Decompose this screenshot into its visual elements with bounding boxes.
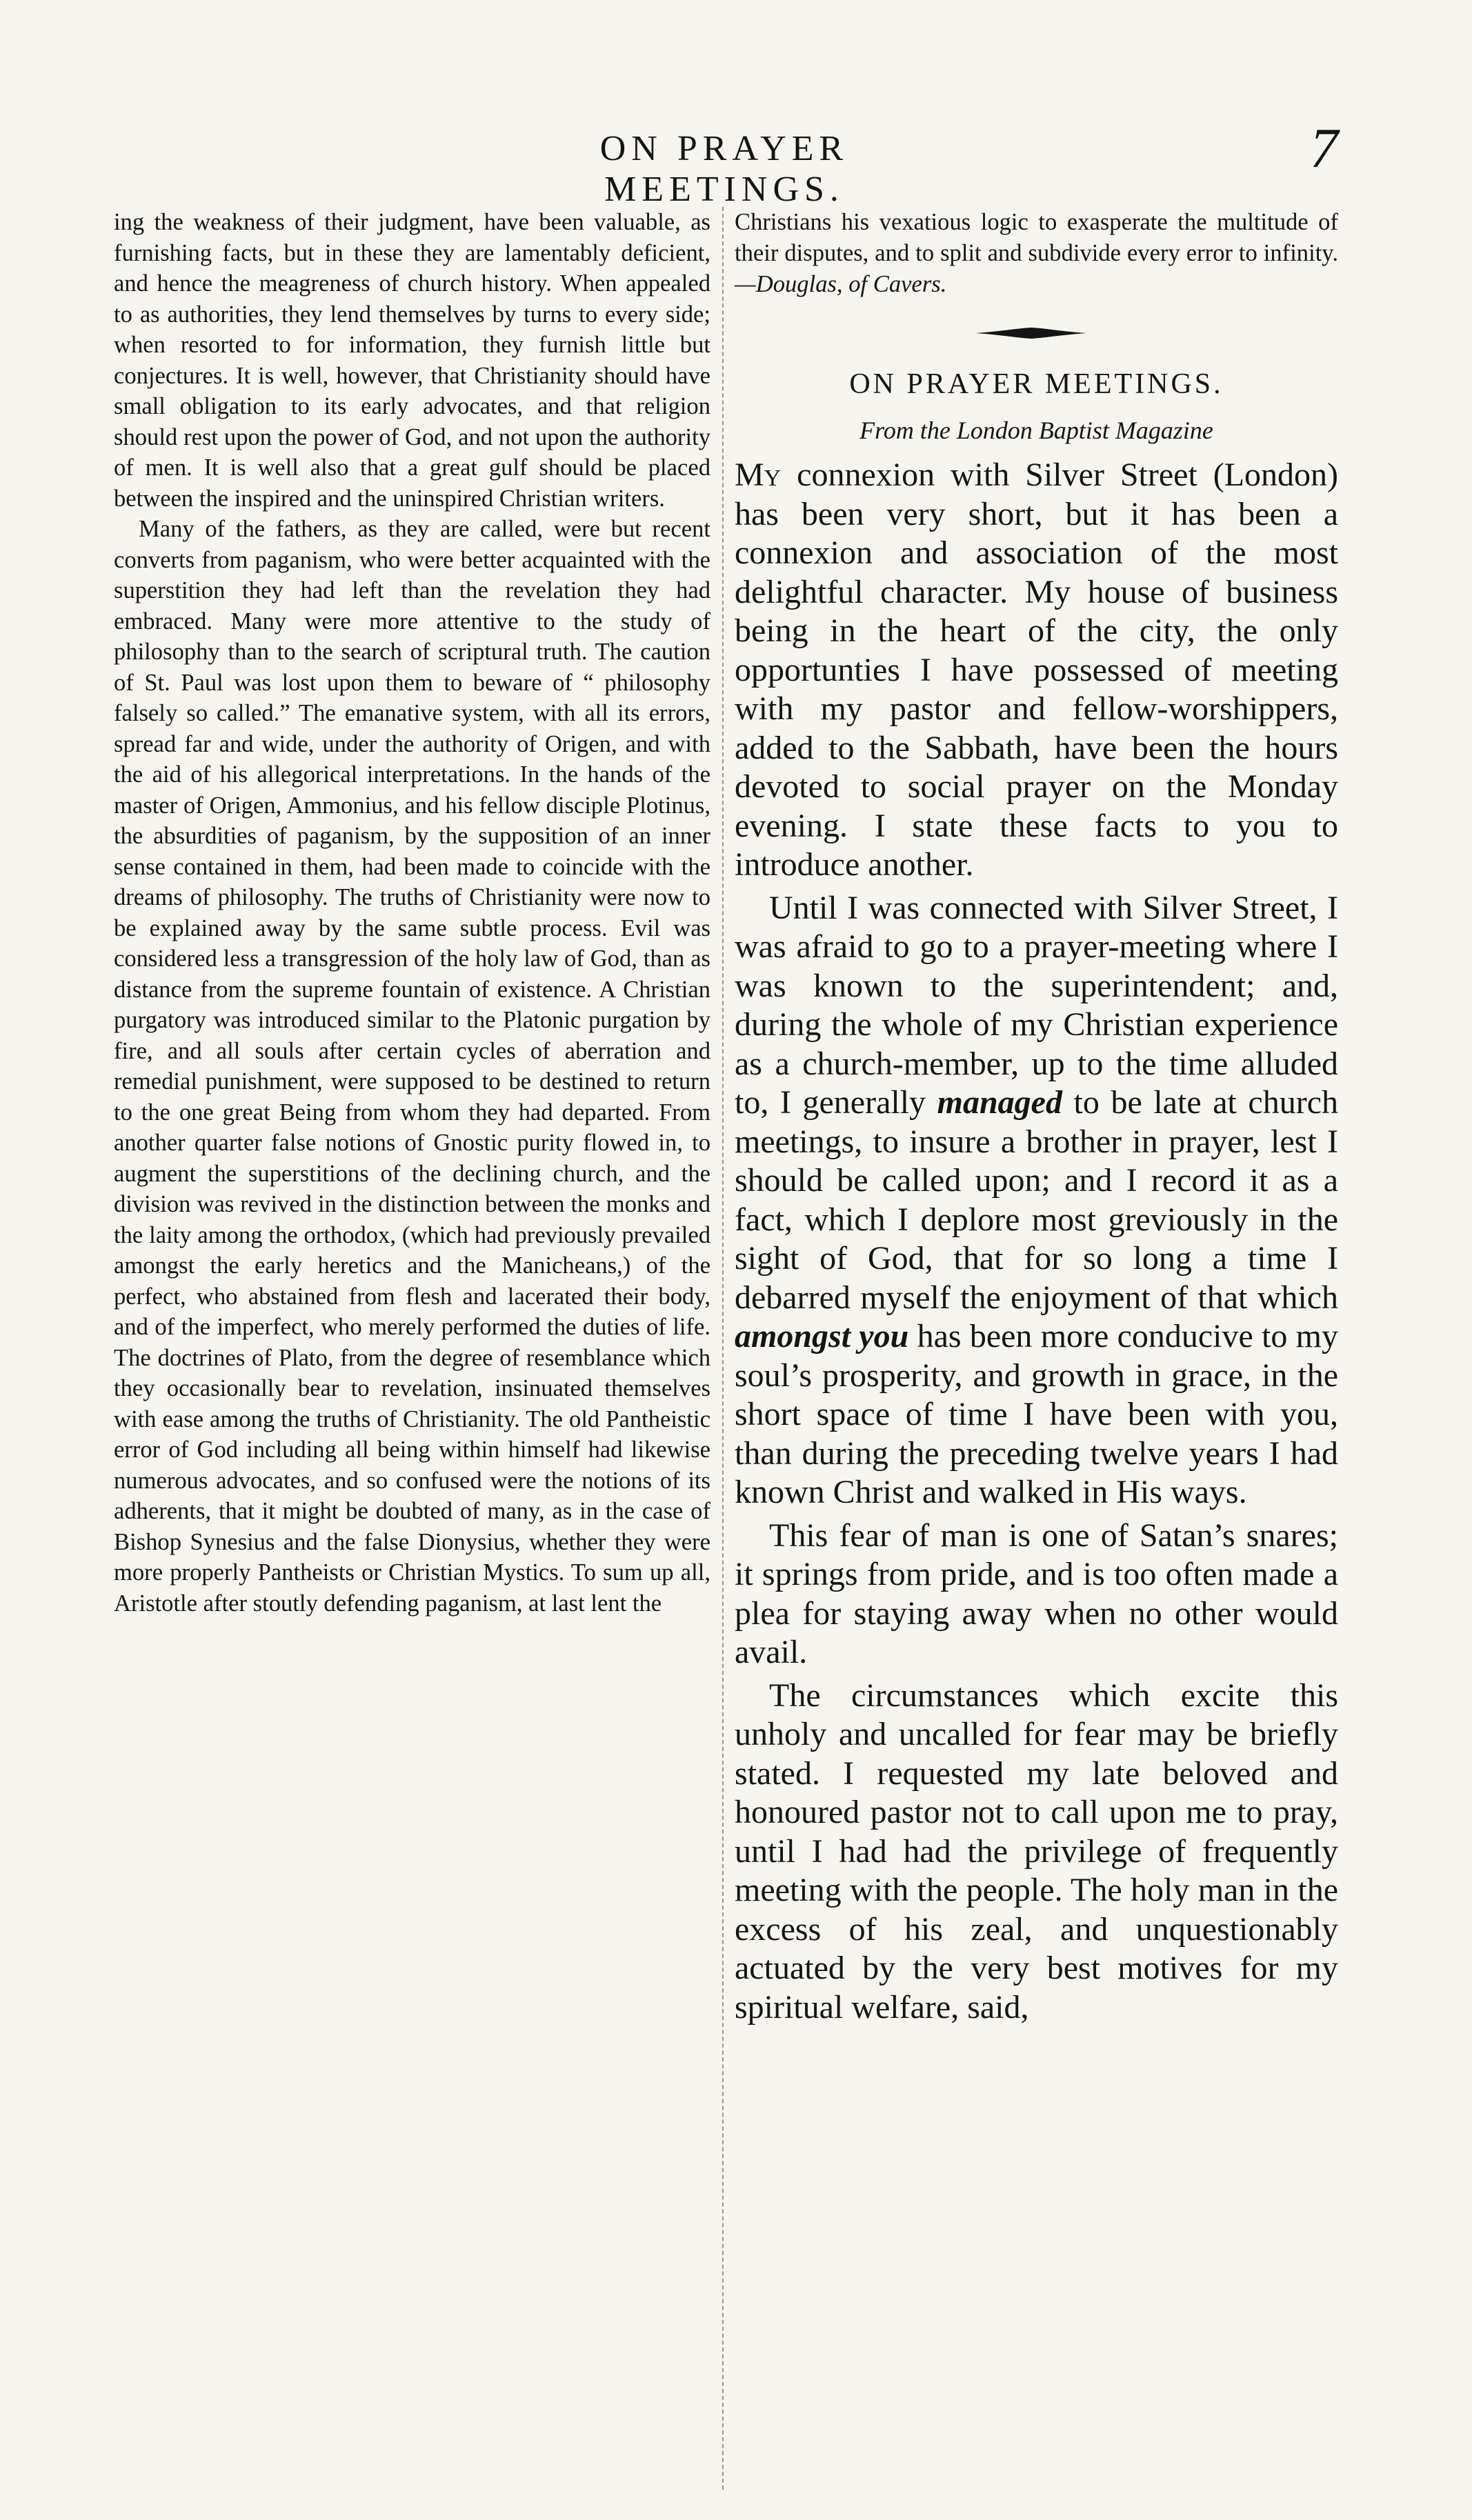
column-divider [722,207,724,2490]
left-paragraph-1: ing the weakness of their judgment, have been valuable, as furnishing facts, but in these they are lamentably deficient, and hence the meagreness of church history. When appealed to as authorities, they lend themselves by turns to every side; when resorted to for information, they furnish little but conjectures. It is well, however, that Christianity should have small obligation to its early advocates, and that religion should rest upon the power of God, and not upon the authority of men. It is well also that a great gulf should be placed between the inspired and the uninspired Christian writers. [114,209,710,512]
right-column [735,207,1338,2027]
article-body [735,456,1338,2027]
left-paragraph-2: Many of the fathers, as they are called, were but recent converts from paganism, who were better acquainted with the superstition they had left than the revelation they had embraced. Many were more attentive to the study of philosophy than to the search of scriptural truth. The caution of St. Paul was lost upon them to beware of “ philosophy falsely so called.” The emanative system, with all its errors, spread far and wide, under the authority of Origen, and with the aid of his allegorical interpretations. In the hands of the master of Origen, Ammonius, and his fellow disciple Plotinus, the absurdities of paganism, by the supposition of an inner sense contained in them, had been made to coincide with the dreams of philosophy. The truths of Christianity were now to be explained away by the same subtle process. Evil was considered less a transgression of the holy law of God, than as distance from the supreme fountain of existence. A Christian purgatory was introduced similar to the Platonic purgation by fire, and all souls after certain cycles of aberration and remedial punishment, were supposed to be destined to return to the one great Being from whom they had departed. From another quarter false notions of Gnostic purity flowed in, to augment the superstitions of the declining church, and the division was revived in the distinction between the monks and the laity among the orthodox, (which had previously prevailed amongst the early heretics and the Manicheans,) of the perfect, who abstained from flesh and lacerated their body, and of the imperfect, who merely performed the duties of life. The doctrines of Plato, from the degree of resemblance which they occasionally bear to revelation, insinuated themselves with ease among the truths of Christianity. The old Pantheistic error of God including all being within himself had likewise numerous advocates, and so confused were the notions of its adherents, that it might be doubted of many, as in the case of Bishop Synesius and the false Dionysius, whether they were more properly Pantheists or Christian Mystics. To sum up all, Aristotle after stoutly defending paganism, at last lent the [114,516,710,1617]
paragraph-1-text: connexion with Silver Street (London) has been very short, but it has been a connexion and association of the most delightful character. My house of business being in the heart of the city, the only opportunties I have possessed of meeting with my pastor and fellow-worshippers, added to the Sabbath, have been the hours devoted to social prayer on the Monday evening. I state these facts to you to introduce another. [735,457,1339,883]
article-title: ON PRAYER MEETINGS. [849,368,1224,400]
body-paragraph-1 [735,456,1338,885]
quote-attribution: —Douglas, of Cavers. [735,271,947,297]
section-ornament [976,325,1086,341]
page-number: 7 [1310,117,1338,179]
running-head: ON PRAYER MEETINGS. [599,129,849,209]
body-paragraph-4: The circumstances which excite this unholy and uncalled for fear may be briefly stated. I requested my late beloved and honoured pastor not to call upon me to pray, until I had had the privilege of frequently meeting with the people. The holy man in the excess of his zeal, and unquestionably actuated by the very best motives for my spiritual welfare, said, [735,1677,1338,2026]
previous-article-ending [735,207,1338,300]
paragraph-2-part-c: has been more conducive to my soul’s prosperity, and growth in grace, in the short space of time I have been with you, than during the preceding twelve years I had known Christ and walked in His ways. [735,1318,1339,1510]
paragraph-2-part-a: Until I was connected with Silver Street, I was afraid to go to a prayer-meeting where I was known to the superintendent; and, during the whole of my Christian experience as a church-member, up to the time alluded to, I generally [735,889,1338,1121]
body-paragraph-3: This fear of man is one of Satan’s snares; it springs from pride, and is too often made a plea for staying away when no other would avail. [735,1517,1338,1670]
body-paragraph-2 [735,889,1338,1512]
opening-word: My [735,457,782,493]
previous-article-text: Christians his vexatious logic to exasperate the multitude of their disputes, and to split and subdivide every error to infinity. [735,209,1338,266]
article-source: From the London Baptist Magazine [859,417,1213,444]
emphasis-amongst-you: amongst you [735,1318,909,1354]
left-column [114,207,710,1619]
emphasis-managed: managed [937,1084,1062,1121]
paragraph-2-part-b: to be late at church meetings, to insure a brother in prayer, lest I should be called upon; and I record it as a fact, which I deplore most greviously in the sight of God, that for so long a time I debarred myself the enjoyment of that which [735,1084,1339,1316]
